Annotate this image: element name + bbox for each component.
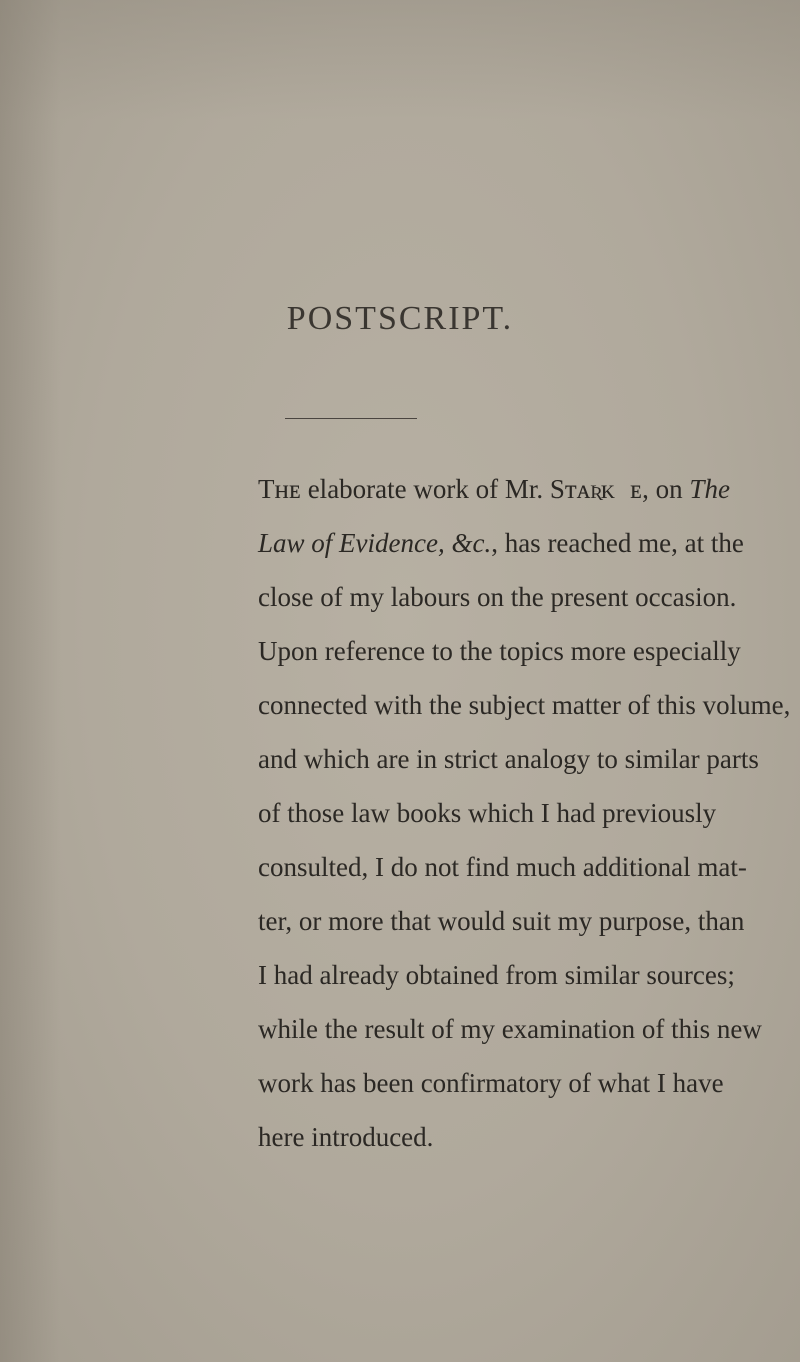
text-segment: , has reached me, at the [491,528,744,558]
text-segment: The [689,474,730,504]
text-segment: , on [642,474,690,504]
text-line [258,732,759,786]
title-rule [285,418,417,419]
text-line [258,894,745,948]
text-line [258,948,735,1002]
text-segment: close of my labours on the present occasion. [258,582,737,612]
text-line [258,786,717,840]
text-segment: elaborate work of Mr. [300,474,550,504]
text-segment: of those law books which I had previously [258,798,717,828]
page-edge-shadow [0,0,60,1362]
text-segment: connected with the subject matter of this volume, [258,690,791,720]
text-line [258,1002,762,1056]
text-segment: work has been confirmatory of what I have [258,1068,724,1098]
text-line [258,840,747,894]
text-line [258,678,791,732]
text-line [258,1056,724,1110]
text-line [258,462,730,516]
text-line [258,516,744,570]
text-segment: consulted, I do not find much additional mat- [258,852,747,882]
text-segment: here introduced. [258,1122,434,1152]
text-segment: while the result of my examination of this new [258,1014,762,1044]
text-segment: Tʜᴇ [258,474,301,504]
text-line [258,1110,650,1164]
text-line [258,624,741,678]
text-segment: and which are in strict analogy to similar parts [258,744,759,774]
page-title: POSTSCRIPT. [286,300,514,337]
text-segment: I had already obtained from similar sources; [258,960,735,990]
postscript-paragraph [258,462,791,1164]
page-top-shadow [0,0,800,120]
text-segment: ter, or more that would suit my purpose, than [258,906,745,936]
text-segment: Upon reference to the topics more especially [258,636,741,666]
text-line [258,570,737,624]
text-segment: Law of Evidence, &c. [258,528,492,558]
text-segment: Sᴛᴀʀᴋɪᴇ [549,474,643,504]
